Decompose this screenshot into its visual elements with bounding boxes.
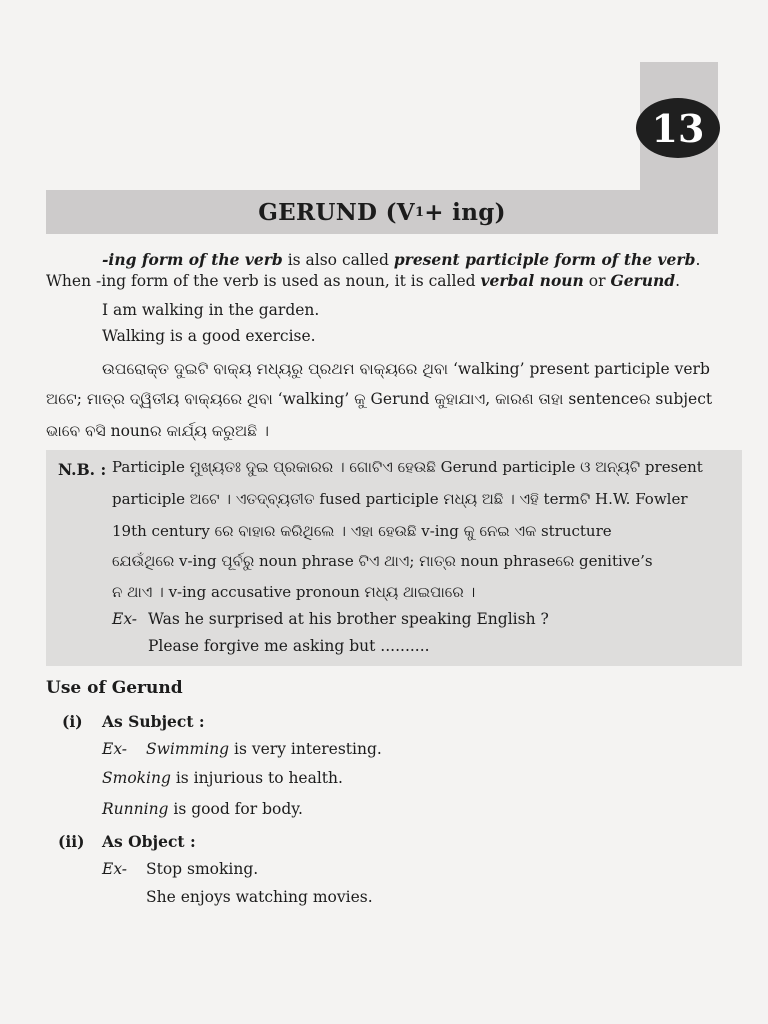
note-example-1: Was he surprised at his brother speaking English ? [148,610,549,628]
note-line-5: ନ ଥାଏ । v-ing accusative pronoun ମଧ୍ୟ ଥାଇପାରେ । [112,583,476,601]
subsection-title-object: As Object : [102,832,196,851]
object-example-1: Stop smoking. [146,860,259,878]
subject-example-2 [102,771,343,787]
odia-line-3: ଭାବେ ବସି nounର କାର୍ଯ୍ୟ କରୁଅଛି । [46,422,269,440]
intro-text: When -ing form of the verb is used as noun, it is called [46,272,481,290]
intro-example-2: Walking is a good exercise. [102,327,316,345]
object-example-label: Ex- [102,860,128,878]
note-line-4: ଯେଉଁଥିରେ v-ing ପୂର୍ବରୁ noun phrase ଟିଏ ଥାଏ; ମାତ୍ର noun phraseରେ genitive’s [112,552,653,570]
example-text: is very interesting. [229,740,382,758]
subsection-number-2: (ii) [58,832,85,851]
intro-text: is also called [282,251,394,269]
note-example-2: Please forgive me asking but .......... [148,637,430,655]
subject-example-1 [146,742,382,758]
intro-line-2 [46,273,680,290]
intro-text: . [675,272,681,290]
subsection-title-subject: As Subject : [102,712,205,731]
object-example-2: She enjoys watching movies. [146,888,373,906]
subject-example-3 [102,802,303,818]
intro-line-1 [102,252,700,269]
gerund-word: Smoking [102,769,171,787]
intro-example-1: I am walking in the garden. [102,301,320,319]
section-heading-use-of-gerund: Use of Gerund [46,678,183,698]
chapter-number-badge: 13 [636,98,720,158]
gerund-word: Running [102,800,169,818]
term-ing-form: -ing form of the verb [102,250,283,269]
odia-line-1: ଉପରୋକ୍ତ ଦୁଇଟି ବାକ୍ୟ ମଧ୍ୟରୁ ପ୍ରଥମ ବାକ୍ୟରେ ଥିବା ‘walking’ present participle verb [102,360,710,378]
example-text: is good for body. [168,800,303,818]
note-label: N.B. : [58,460,107,479]
title-suffix: + ing) [424,198,506,226]
intro-text: or [583,272,611,290]
term-present-participle: present participle form of the verb [393,250,696,269]
term-gerund: Gerund [610,271,676,290]
subsection-number-1: (i) [62,712,83,731]
note-line-2: participle ଅଟେ । ଏତଦ୍ବ୍ୟତୀତ fused participle ମଧ୍ୟ ଅଛି । ଏହି termଟି H.W. Fowler [112,490,688,508]
chapter-title [46,190,718,234]
intro-text: . [695,251,701,269]
example-text: is injurious to health. [170,769,343,787]
note-line-3: 19th century ରେ ବାହାର କରିଥିଲେ । ଏହା ହେଉଛି v-ing କୁ ନେଇ ଏକ structure [112,522,612,540]
title-main: GERUND (V [258,198,415,226]
note-line-1: Participle ମୁଖ୍ୟତଃ ଦୁଇ ପ୍ରକାରର । ଗୋଟିଏ ହେଉଛି Gerund participle ଓ ଅନ୍ୟଟି present [112,458,703,476]
note-example-label: Ex- [112,610,138,628]
term-verbal-noun: verbal noun [480,271,584,290]
subject-example-label: Ex- [102,740,128,758]
gerund-word: Swimming [146,740,230,758]
title-subscript: 1 [414,204,425,220]
odia-line-2: ଅଟେ; ମାତ୍ର ଦ୍ୱିତୀୟ ବାକ୍ୟରେ ଥିବା ‘walking’ କୁ Gerund କୁହାଯାଏ, କାରଣ ତାହା sentenceର subject [46,390,713,408]
